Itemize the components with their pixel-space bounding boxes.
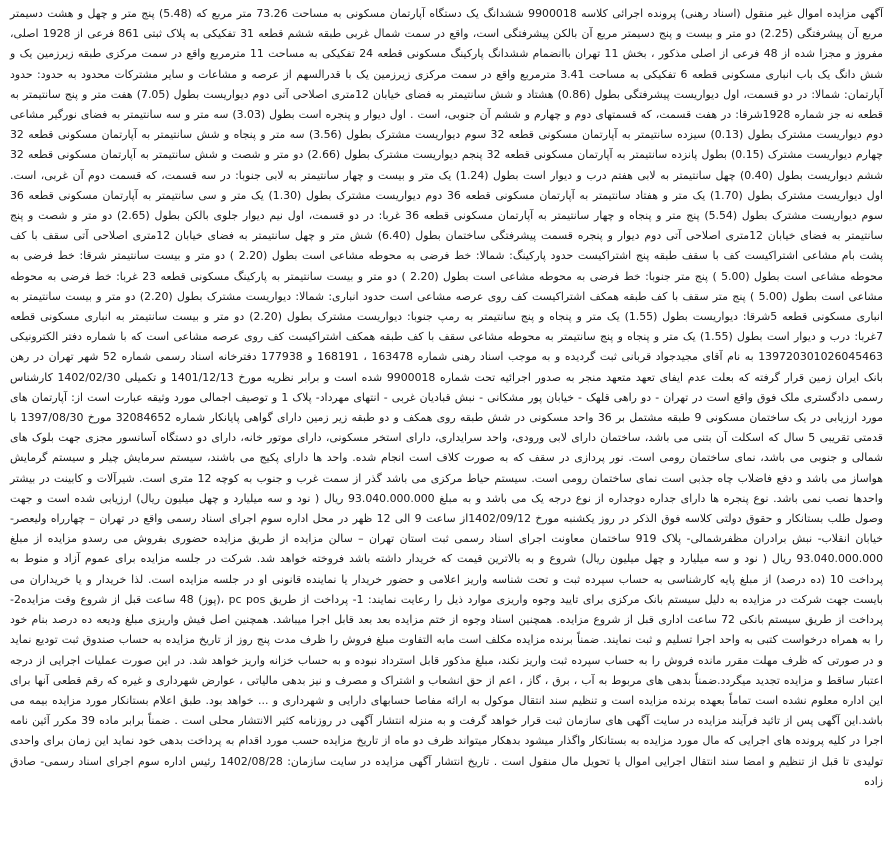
notice-body: آگهی مزایده اموال غیر منقول (اسناد رهنی) پرونده اجرائی کلاسه 9900018 ششدانگ یک دستگاه آپارتمان مسکونی به مساحت 73.26 متر مربع که (5.48) پنج متر و چهل و هشت دسیمتر مربع آن پیشرفتگی (2.25) دو متر و بیست و پنج دسیمتر مربع آن بالکن پیشرفتگی است، واقع در سمت شمال غربی طبقه ششم قطعه 31 تفکیکی به پلاک ثبتی 861 فرعی از 1928 اصلی، مفروز و مجزا شده از 48 فرعی از اصلی مذکور ، بخش 11 تهران باانضمام ششدانگ پارکینگ مسکونی قطعه 24 تفکیکی به مساحت 11 مترمربع واقع در سمت مرکزی طبقه زیرزمین یک و شش دانگ یک باب انباری مسکونی قطعه 6 تفکیکی به مساحت 3.41 مترمربع واقع در سمت مرکزی زیرزمین یک با قدرالسهم از عرصه و مشاعات و سایر مشترکات محدود به حدود: حدود آپارتمان: شمالا: در دو قسمت، اول دیواریست پیشرفتگی بطول (0.86) هشتاد و شش سانتیمتر به فضای خیابان 12متری اصلاحی آتی دوم دیواریست بطول (7.05) هفت متر و پنج سانتیمتر به قطعه نه جز شماره 1928شرقا: در هفت قسمت، که قسمتهای دوم و چهارم و ششم آن جنوبی، است . اول دیوار و پنجره است بطول (3.03) سه متر و سه سانتیمتر به فضا‌ی نورگیر مشاعی دوم دیواریست مشترک بطول (0.13) سیزده سانتیمتر به آپارتمان مسکونی قطعه 32 سوم دیواریست مشترک بطول (3.56) سه متر و پنجاه و شش سانتیمتر به آپارتمان مسکونی قطعه 32 چهارم دیواریست مشترک (0.15) بطول پانزده سانتیمتر به آپارتمان مسکونی قطعه 32 پنجم دیواریست مشترک بطول (2.66) دو متر و شصت و شش سانتیمتر به آپارتمان مسکونی قطعه 32 ششم دیواریست بطول (0.40) چهل سانتیمتر به لابی هفتم درب و دیوار است بطول (1.24) یک متر و بیست و چهار سانتیمتر به لابی جنوبا: در سه قسمت، که قسمت دوم آن غربی، است. اول دیواریست مشترک بطول (1.70) یک متر و هفتاد سانتیمتر به آپارتمان مسکونی قطعه 36 دوم دیواریست مشترک بطول (1.30) یک متر و سی سانتیمتر به آپارتمان مسکونی قطعه 36 سوم دیواریست مشترک بطول (5.54) پنج متر و پنجاه و چهار سانتیمتر به آپارتمان مسکونی قطعه 36 غربا: در دو قسمت، اول نیم دیوار جلوی بالکن بطول (2.65) دو متر و شصت و پنج سانتیمتر به فضای خیابان 12متری اصلاحی آتی دوم دیوار و پنجره قسمت پیشرفتگی ساختمان بطول (6.40) شش متر و چهل سانتیمتر به فضای خیابان 12متری اصلاحی آتی سقف با کف پشت بام مشاعی اشتراکیست کف با سقف طبقه پنج اشتراکیست حدود پارکینگ: شمالا: خط فرضی به محوطه مشاعی است بطول (2.20 ) دو متر و بیست سانتیمتر شرقا: خط فرضی به محوطه مشاعی است بطول (5.00 ) پنج متر جنوبا: خط فرضی به محوطه مشاعی است بطول (2.20 ) دو متر و بیست سانتیمتر به پارکینگ مسکونی قطعه 23 غربا: خط فرضی به محوطه مشاعی است بطول (5.00 ) پنج متر سقف با کف طبقه همکف اشتراکیست کف روی عرصه مشاعی است حدود انباری: شمالا: دیواریست مشترک بطول (2.20) دو متر و بیست سانتیمتر به انباری مسکونی قطعه 5شرقا: دیواریست بطول (1.55) یک متر و پنجاه و پنج سانتیمتر به رمپ جنوبا: دیواریست مشترک بطول (2.20) دو متر و بیست سانتیمتر به انباری مسکونی قطعه 7غربا: درب و دیوار است بطول (1.55) یک متر و پنجاه و پنج سانتیمتر به محوطه مشاعی سقف با کف طبقه همکف اشتراکیست کف روی عرصه مشاعی است که با شماره دفتر الکترونیکی 139720301026045463 به نام آقای مجیدجواد قربانی ثبت گردیده و به موجب اسناد رهنی شماره 163478 ، 168191 و 177938 دفترخانه اسناد رسمی شماره 52 شهر تهران در رهن بانک ایران زمین قرار گرفته که بعلت عدم ایفای تعهد متعهد منجر به صدور اجرائیه تحت شماره 9900018 شده است و برابر نظریه مورخ 1401/12/13 و تکمیلی 1402/02/30 کارشناس رسمی دادگستری ملک فوق واقع است در تهران - دو راهی قلهک - خیابان پور مشکانی - نبش قبادیان غربی - انتهای مهرداد- پلاک 1 و توصیف اجمالی مورد وثیقه عبارت است از: آپارتمان های مورد ارزیابی در یک ساختمان مسکونی 9 طبقه مشتمل بر 36 واحد مسکونی در شش طبقه روی همکف و دو طبقه زیر زمین دارای گواهی پایانکار شماره 32084652 مورخ 1397/08/30 با قدمتی تقریبی 5 سال که اسکلت آن بتنی می باشد، ساختمان دارای لابی ورودی، واحد سرایداری، دارای استخر مسکونی، دارای موتور خانه، دارای دو دستگاه آسانسور مجزی جهت بلوک های شمالی و جنوبی می باشد، نمای ساختمان رومی است. نور پردازی در سقف که به صورت کلاف است انجام شده. واحد ها دارای پکیج می باشند، سیستم سرمایش چیلر و سیستم گرمایش هواساز می باشد و دفع فاضلاب چاه جذبی است نمای ساختمان رومی است. سیستم حیاط مرکزی می باشد گذر از سمت غرب و جنوب به کوچه 12 متری است. شیرآلات و کابینت در بیشتر واحدها نصب نمی باشد. نوع پنجره ها دارای جداره دوجداره از نوع درجه یک می باشد و به مبلغ 93.040.000.000 ریال ( نود و سه میلیارد و چهل میلیون ریال) ارزیابی شده است و جهت وصول طلب بستانکار و حقوق دولتی کلاسه فوق الذکر در روز یکشنبه مورخ 1402/09/12از ساعت 9 الی 12 ظهر در محل اداره سوم اجرای اسناد رسمی واقع در تهران – چهارراه ولیعصر- خیابان انقلاب- نبش برادران مظفرشمالی- پلاک 919 ساختمان معاونت اجرای اسناد رسمی ثبت استان تهران – سالن مزایده از طریق مزایده حضوری بفروش می رسدو مزایده از مبلغ 93.040.000.000 ریال ( نود و سه میلیارد و چهل میلیون ریال) شروع و به بالاترین قیمت که خریدار داشته باشد فروخته خواهد شد. شرکت در جلسه مزایده برای عموم آزاد و منوط به پرداخت 10 (ده درصد) از مبلغ پایه کارشناسی به حساب سپرده ثبت و تحت شناسه واریز اعلامی و حضور خریدار یا نماینده قانونی او در جلسه مزایده است. لذا خریدار و یا خریداران می بایست جهت شرکت در مزایده به دلیل سیستم بانک مرکزی برای تایید وجوه واریزی موارد ذیل را رعایت نمایند: 1- پرداخت از طریق pc pos ،(پوز) 48 ساعت قبل از شروع وقت مزایده2- پرداخت از طریق سیستم بانکی 72 ساعت اداری قبل از شروع مزایده. همچنین اسناد وجوه از ختم مزایده بعد بعد قابل اجرا میباشد. همچنین اصل فیش واریزی مبلغ ودیعه ده درصد بنام خود را به همراه درخواست کتبی به واحد اجرا تسلیم و ثبت نمایند. ضمناً برنده مزایده مکلف است مابه التفاوت مبلغ فروش را ظرف مدت پنج روز از تاریخ مزایده به حساب صندوق ثبت تودیع نماید و در صورتی که ظرف مهلت مقرر مانده فروش را به حساب سپرده ثبت واریز نکند، مبلغ مذکور قابل استرداد نبوده و به حساب خزانه واریز خواهد شد. در این صورت عملیات اجرایی از درجه اعتبار ساقط و مزایده تجدید میگردد.ضمناً بدهی های مربوط به آب ، برق ، گاز ، اعم از حق انشعاب و اشتراک و مصرف و نیز بدهی مالیاتی ، عوارض شهرداری و غیره که رقم قطعی آنها برای این اداره معلوم نشده است تماماً بعهده برنده مزایده است و تنظیم سند انتقال موکول به ارائه مفاصا حسابهای دارایی و شهرداری و ... خواهد بود. طبق اعلام بستانکار مورد مزایده بیمه می باشد.این آگهی پس از تائید فرآیند مزایده در سایت آگهی های سازمان ثبت قرار خواهد گرفت و به منزله انتشار آگهی در روزنامه کثیر الانتشار محلی است . ضمناً برابر ماده 39 مکرر آئین نامه اجرا در کلیه پرونده های اجرایی که مال مورد مزایده به بستانکار واگذار میشود بدهکار میتواند ظرف دو ماه از تاریخ مزایده حسب مورد اقدام به پرداخت بدهی خود نماید این زمان برای واحدی تولیدی تا قبل از تنظیم و امضا سند انتقال اجرایی اموال یا تحویل مال منقول است . تاریخ انتشار آگهی مزایده در سایت سازمان: 1402/08/28 رئیس اداره سوم اجرای اسناد رسمی- صادق زاده bbox=[10, 7, 884, 788]
